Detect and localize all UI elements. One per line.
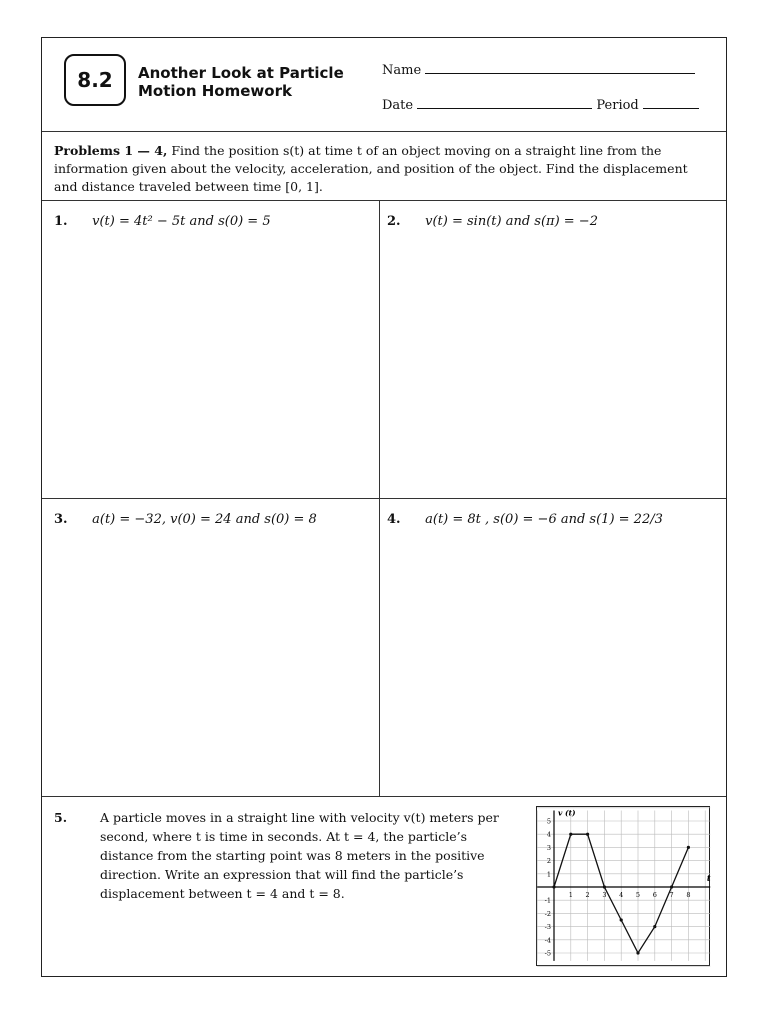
- data-point: [620, 918, 623, 921]
- y-tick-label: -4: [544, 936, 551, 945]
- y-tick-label: -5: [544, 949, 551, 958]
- problem-1: [54, 214, 271, 229]
- problem-number: 4.: [387, 512, 401, 527]
- instructions-lead: Problems 1 — 4,: [54, 143, 168, 158]
- divider: [42, 200, 726, 201]
- problem-number: 2.: [387, 214, 401, 229]
- problem-text: a(t) = 8t , s(0) = −6 and s(1) = 22/3: [425, 512, 663, 527]
- y-tick-label: 1: [546, 870, 551, 879]
- date-period-field: [382, 96, 699, 113]
- data-point: [552, 885, 555, 888]
- divider: [42, 498, 726, 499]
- data-point: [603, 885, 606, 888]
- x-tick-label: 1: [568, 891, 573, 899]
- data-point: [653, 925, 656, 928]
- velocity-graph: [536, 806, 710, 966]
- problem-text: a(t) = −32, v(0) = 24 and s(0) = 8: [92, 512, 317, 527]
- y-tick-label: 5: [546, 817, 551, 826]
- data-point: [670, 885, 673, 888]
- x-tick-label: 7: [669, 891, 674, 899]
- problem-text: A particle moves in a straight line with velocity v(t) meters per second, where t is time in seconds. At t = 4, the particle’s distance from the starting point was 8 meters in the positive direction. Write an expression that will find the particle’s displacement between t = 4 and t = 8.: [100, 810, 499, 901]
- problem-number: 3.: [54, 512, 68, 527]
- problem-text: v(t) = 4t² − 5t and s(0) = 5: [92, 214, 271, 229]
- data-point: [569, 833, 572, 836]
- period-label: Period: [596, 98, 639, 113]
- y-axis-label: v (t): [558, 808, 576, 818]
- data-point: [586, 833, 589, 836]
- problem-2: [387, 214, 598, 229]
- name-line[interactable]: [425, 61, 695, 74]
- name-field[interactable]: [382, 61, 695, 78]
- problem-text: v(t) = sin(t) and s(π) = −2: [425, 214, 598, 229]
- y-tick-label: 4: [546, 830, 551, 839]
- date-label: Date: [382, 98, 414, 113]
- problem-number: 5.: [54, 810, 68, 825]
- header: [42, 38, 726, 131]
- problem-4: [387, 512, 663, 527]
- x-axis-label: t: [706, 873, 711, 883]
- data-point: [636, 951, 639, 954]
- y-tick-label: -2: [544, 909, 551, 918]
- instructions-text: Find the position s(t) at time t of an object moving on a straight line from the information given about the velocity, acceleration, and position of the object. Find the displacement and distance traveled between time [0, 1].: [54, 143, 688, 194]
- section-badge: 8.2: [64, 54, 126, 106]
- problem-number: 1.: [54, 214, 68, 229]
- y-tick-label: 2: [546, 857, 551, 866]
- name-label: Name: [382, 63, 422, 78]
- x-tick-label: 6: [652, 891, 657, 899]
- instructions: [54, 142, 694, 196]
- x-tick-label: 8: [686, 891, 691, 899]
- divider: [42, 796, 726, 797]
- title-line-2: Motion Homework: [138, 82, 292, 100]
- date-line[interactable]: [417, 96, 592, 109]
- divider: [42, 131, 726, 132]
- x-tick-label: 4: [619, 891, 624, 899]
- x-tick-label: 3: [602, 891, 607, 899]
- data-point: [687, 846, 690, 849]
- y-tick-label: -1: [544, 896, 551, 905]
- y-tick-label: -3: [544, 923, 551, 932]
- velocity-chart: [537, 807, 709, 965]
- title-line-1: Another Look at Particle: [138, 64, 344, 82]
- worksheet-title: [138, 64, 344, 100]
- x-tick-label: 2: [585, 891, 590, 899]
- y-tick-label: 3: [546, 843, 551, 852]
- period-line[interactable]: [643, 96, 699, 109]
- worksheet-page: [41, 37, 727, 977]
- x-tick-label: 5: [635, 891, 641, 899]
- problem-3: [54, 512, 317, 527]
